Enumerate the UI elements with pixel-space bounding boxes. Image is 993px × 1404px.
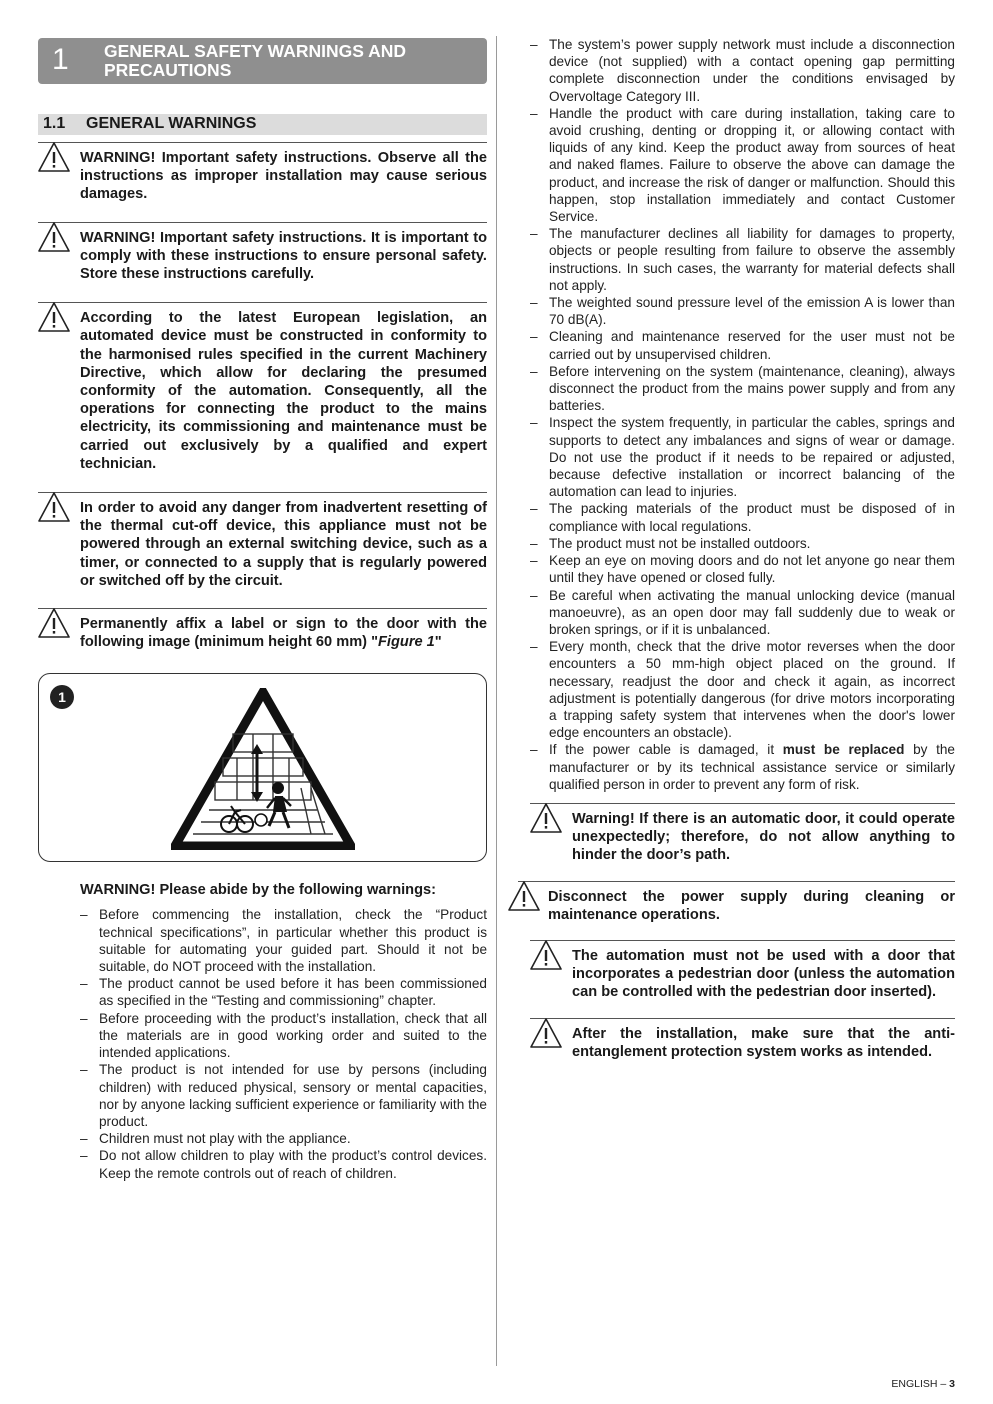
list-item: – Cleaning and maintenance reserved for the user must not be carried out by unsupervised children. [530,328,955,362]
warning-triangle-icon [38,221,70,253]
left-warning-list [80,906,487,1181]
door-hazard-sign-icon [171,688,355,850]
list-item-text: If the power cable is damaged, it [549,742,783,758]
list-item: – Before proceeding with the product’s installation, check that all the materials are in good working order and suited to the intended applications. [80,1010,487,1062]
list-item: – Be careful when activating the manual unlocking device (manual manoeuvre), as an open door may fall suddenly due to weak or broken springs, or if it is unbalanced. [530,587,955,639]
list-item: – Children must not play with the appliance. [80,1130,487,1147]
section-header [38,114,487,135]
label-warning-tail: " [434,634,442,651]
list-item: – Before commencing the installation, check the “Product technical specifications”, in particular whether this product is suitable for automating your guided part. Should it not be suitable, do NOT proceed with the installation. [80,906,487,975]
warning-triangle-icon [508,880,540,912]
warning-triangle-icon [530,1017,562,1049]
figure-reference: Figure 1 [378,634,435,651]
warning-text: After the installation, make sure that the anti-entanglement protection system works as intended. [572,1025,955,1060]
figure-number-badge: 1 [50,685,74,709]
right-column [530,36,955,1061]
warning-text: In order to avoid any danger from inadvertent resetting of the thermal cut-off device, this appliance must not be powered through an external switching device, such as a timer, or connected to a supply that is regularly powered or switched off by the circuit. [80,500,487,589]
list-item: – Inspect the system frequently, in particular the cables, springs and supports to detect any imbalances and signs of wear or damage. Do not use the product if it needs to be repaired or adjusted, because defective installation or incorrect balancing of the automation can lead to injuries. [530,414,955,500]
warning-text [80,615,487,651]
warning-triangle-icon [38,607,70,639]
list-item: – The manufacturer declines all liability for damages to property, objects or people resulting from failure to observe the assembly instructions. In such cases, the warranty for material defects shall not apply. [530,225,955,294]
warning-block [38,222,487,284]
warning-block [38,492,487,590]
warning-text: WARNING! Important safety instructions. Observe all the instructions as improper installation may cause serious damages. [80,150,487,203]
list-item: – The packing materials of the product must be disposed of in compliance with local regulations. [530,500,955,534]
warning-text: According to the latest European legislation, an automated device must be constructed in conformity to the harmonised rules specified in the current Machinery Directive, which allow for declaring the presumed conformity of the automation. Consequently, all the operations for connecting the product to the mains electricity, its commissioning and maintenance must be carried out exclusively by a qualified and expert technician. [80,310,487,472]
list-item: – Before intervening on the system (maintenance, cleaning), always disconnect the product from the mains power supply and from any batteries. [530,363,955,415]
list-item: – Every month, check that the drive motor reverses when the door encounters a 50 mm-high object placed on the ground. If necessary, readjust the door and check it again, as incorrect adjustment is potentially dangerous (for drive motors incorporating a trapping safety system that intervenes when the door's lower edge encounters an obstacle). [530,638,955,741]
label-warning-text: Permanently affix a label or sign to the door with the following image (minimum height 60 mm) " [80,616,487,651]
list-item-text: by the manufacturer or by its technical assistance service or similarly qualified person in order to prevent any form of risk. [549,742,955,792]
warning-text: WARNING! Important safety instructions. It is important to comply with these instructions to ensure personal safety. Store these instructions carefully. [80,229,487,283]
list-item: – The product cannot be used before it has been commissioned as specified in the “Testing and commissioning” chapter. [80,975,487,1009]
chapter-title: GENERAL SAFETY WARNINGS AND PRECAUTIONS [104,41,407,80]
warning-text: Disconnect the power supply during cleaning or maintenance operations. [548,888,955,923]
warning-triangle-icon [530,939,562,971]
list-item: – The system’s power supply network must include a disconnection device (not supplied) with a contact opening gap permitting complete disconnection under the conditions envisaged by Overvoltage Category III. [530,36,955,105]
chapter-header [38,38,487,84]
warning-block [530,940,955,1002]
warning-block [38,302,487,473]
warning-block [518,881,955,924]
list-item: – Do not allow children to play with the product’s control devices. Keep the remote controls out of reach of children. [80,1147,487,1181]
figure-1 [38,673,487,862]
list-item [530,741,955,793]
list-item: – Keep an eye on moving doors and do not let anyone go near them until they have opened or closed fully. [530,552,955,586]
column-divider [496,36,497,1366]
warning-triangle-icon [38,141,70,173]
left-column [38,38,487,1182]
list-item: – The weighted sound pressure level of the emission A is lower than 70 dB(A). [530,294,955,328]
list-item: – Handle the product with care during installation, taking care to avoid crushing, denting or dropping it, or allowing contact with liquids of any kind. Keep the product away from sources of heat and naked flames. Failure to observe the above can damage the product, and increase the risk of danger or malfunction. Should this happen, stop installation immediately and contact Customer Service. [530,105,955,225]
warning-triangle-icon [38,301,70,333]
page-number: 3 [949,1378,955,1390]
warning-text: The automation must not be used with a door that incorporates a pedestrian door (unless the automation can be controlled with the pedestrian door inserted). [572,947,955,1001]
right-warning-list [530,36,955,793]
list-item: – The product must not be installed outdoors. [530,535,955,552]
warning-block [38,608,487,651]
subheading: WARNING! Please abide by the following warnings: [80,882,436,899]
warning-triangle-icon [38,491,70,523]
warning-text: Warning! If there is an automatic door, it could operate unexpectedly; therefore, do not allow anything to hinder the door’s path. [572,810,955,864]
warning-triangle-icon [530,802,562,834]
warning-block [38,142,487,204]
footer-language: ENGLISH – [891,1378,950,1390]
emphasis-text: must be replaced [782,742,905,758]
section-number: 1.1 [43,115,66,132]
page-footer [891,1378,955,1390]
list-item: – The product is not intended for use by persons (including children) with reduced physical, sensory or mental capacities, nor by anyone lacking sufficient experience or familiarity with the product. [80,1061,487,1130]
warning-block [530,1018,955,1061]
warning-block [530,803,955,865]
section-title: GENERAL WARNINGS [86,115,257,132]
chapter-number: 1 [52,43,69,76]
